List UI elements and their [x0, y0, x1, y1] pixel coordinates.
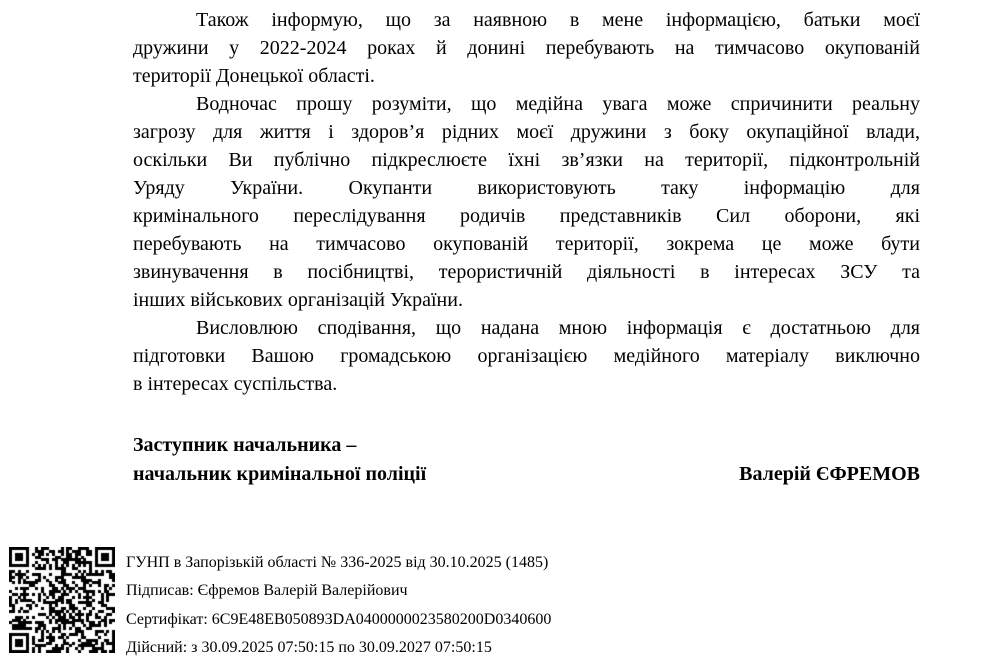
- signature-position-line1: Заступник начальника –: [133, 434, 357, 456]
- signature-block: [133, 431, 920, 489]
- text-line: Також інформую, що за наявною в мене інформацією, батьки моєї: [196, 9, 920, 31]
- text-line: території Донецької області.: [133, 65, 375, 87]
- text-line: кримінального переслідування родичів представників Сил оборони, які: [133, 205, 920, 227]
- text-line: інших військових організацій України.: [133, 289, 463, 311]
- signature-name: Валерій ЄФРЕМОВ: [739, 463, 920, 485]
- digital-signature-stamp: [9, 547, 551, 656]
- text-line: Висловлюю сподівання, що надана мною інформація є достатньою для: [196, 317, 920, 339]
- text-line: Уряду України. Окупанти використовують таку інформацію для: [133, 177, 920, 199]
- signature-position: [133, 431, 426, 489]
- text-line: звинувачення в посібництві, терористичній діяльності в інтересах ЗСУ та: [133, 261, 920, 283]
- letter-body: [133, 6, 920, 398]
- text-line: оскільки Ви публічно підкреслюєте їхні зв’язки на території, підконтрольній: [133, 149, 920, 171]
- paragraph: [133, 90, 920, 314]
- signature-position-line2: начальник кримінальної поліції: [133, 463, 427, 485]
- qr-code-icon: [9, 547, 115, 653]
- text-line: загрозу для життя і здоров’я рідних моєї дружини з боку окупаційної влади,: [133, 121, 920, 143]
- text-line: підготовки Вашою громадською організацією медійного матеріалу виключно: [133, 345, 920, 367]
- text-line: перебувають на тимчасово окупованій території, зокрема це може бути: [133, 233, 920, 255]
- text-line: в інтересах суспільства.: [133, 373, 338, 395]
- stamp-lines: [126, 547, 551, 656]
- paragraph: [133, 314, 920, 398]
- stamp-certificate: Сертифікат: 6C9E48EB050893DA0400000023580200D0340600: [126, 610, 552, 628]
- stamp-validity: Дійсний: з 30.09.2025 07:50:15 по 30.09.2027 07:50:15: [126, 639, 492, 656]
- stamp-registry: ГУНП в Запорізькій області № 336-2025 від 30.10.2025 (1485): [126, 554, 549, 571]
- text-line: дружини у 2022-2024 роках й донині перебувають на тимчасово окупованій: [133, 37, 920, 59]
- stamp-signer: Підписав: Єфремов Валерій Валерійович: [126, 582, 408, 600]
- paragraph: [133, 6, 920, 90]
- text-line: Водночас прошу розуміти, що медійна увага може спричинити реальну: [196, 93, 920, 115]
